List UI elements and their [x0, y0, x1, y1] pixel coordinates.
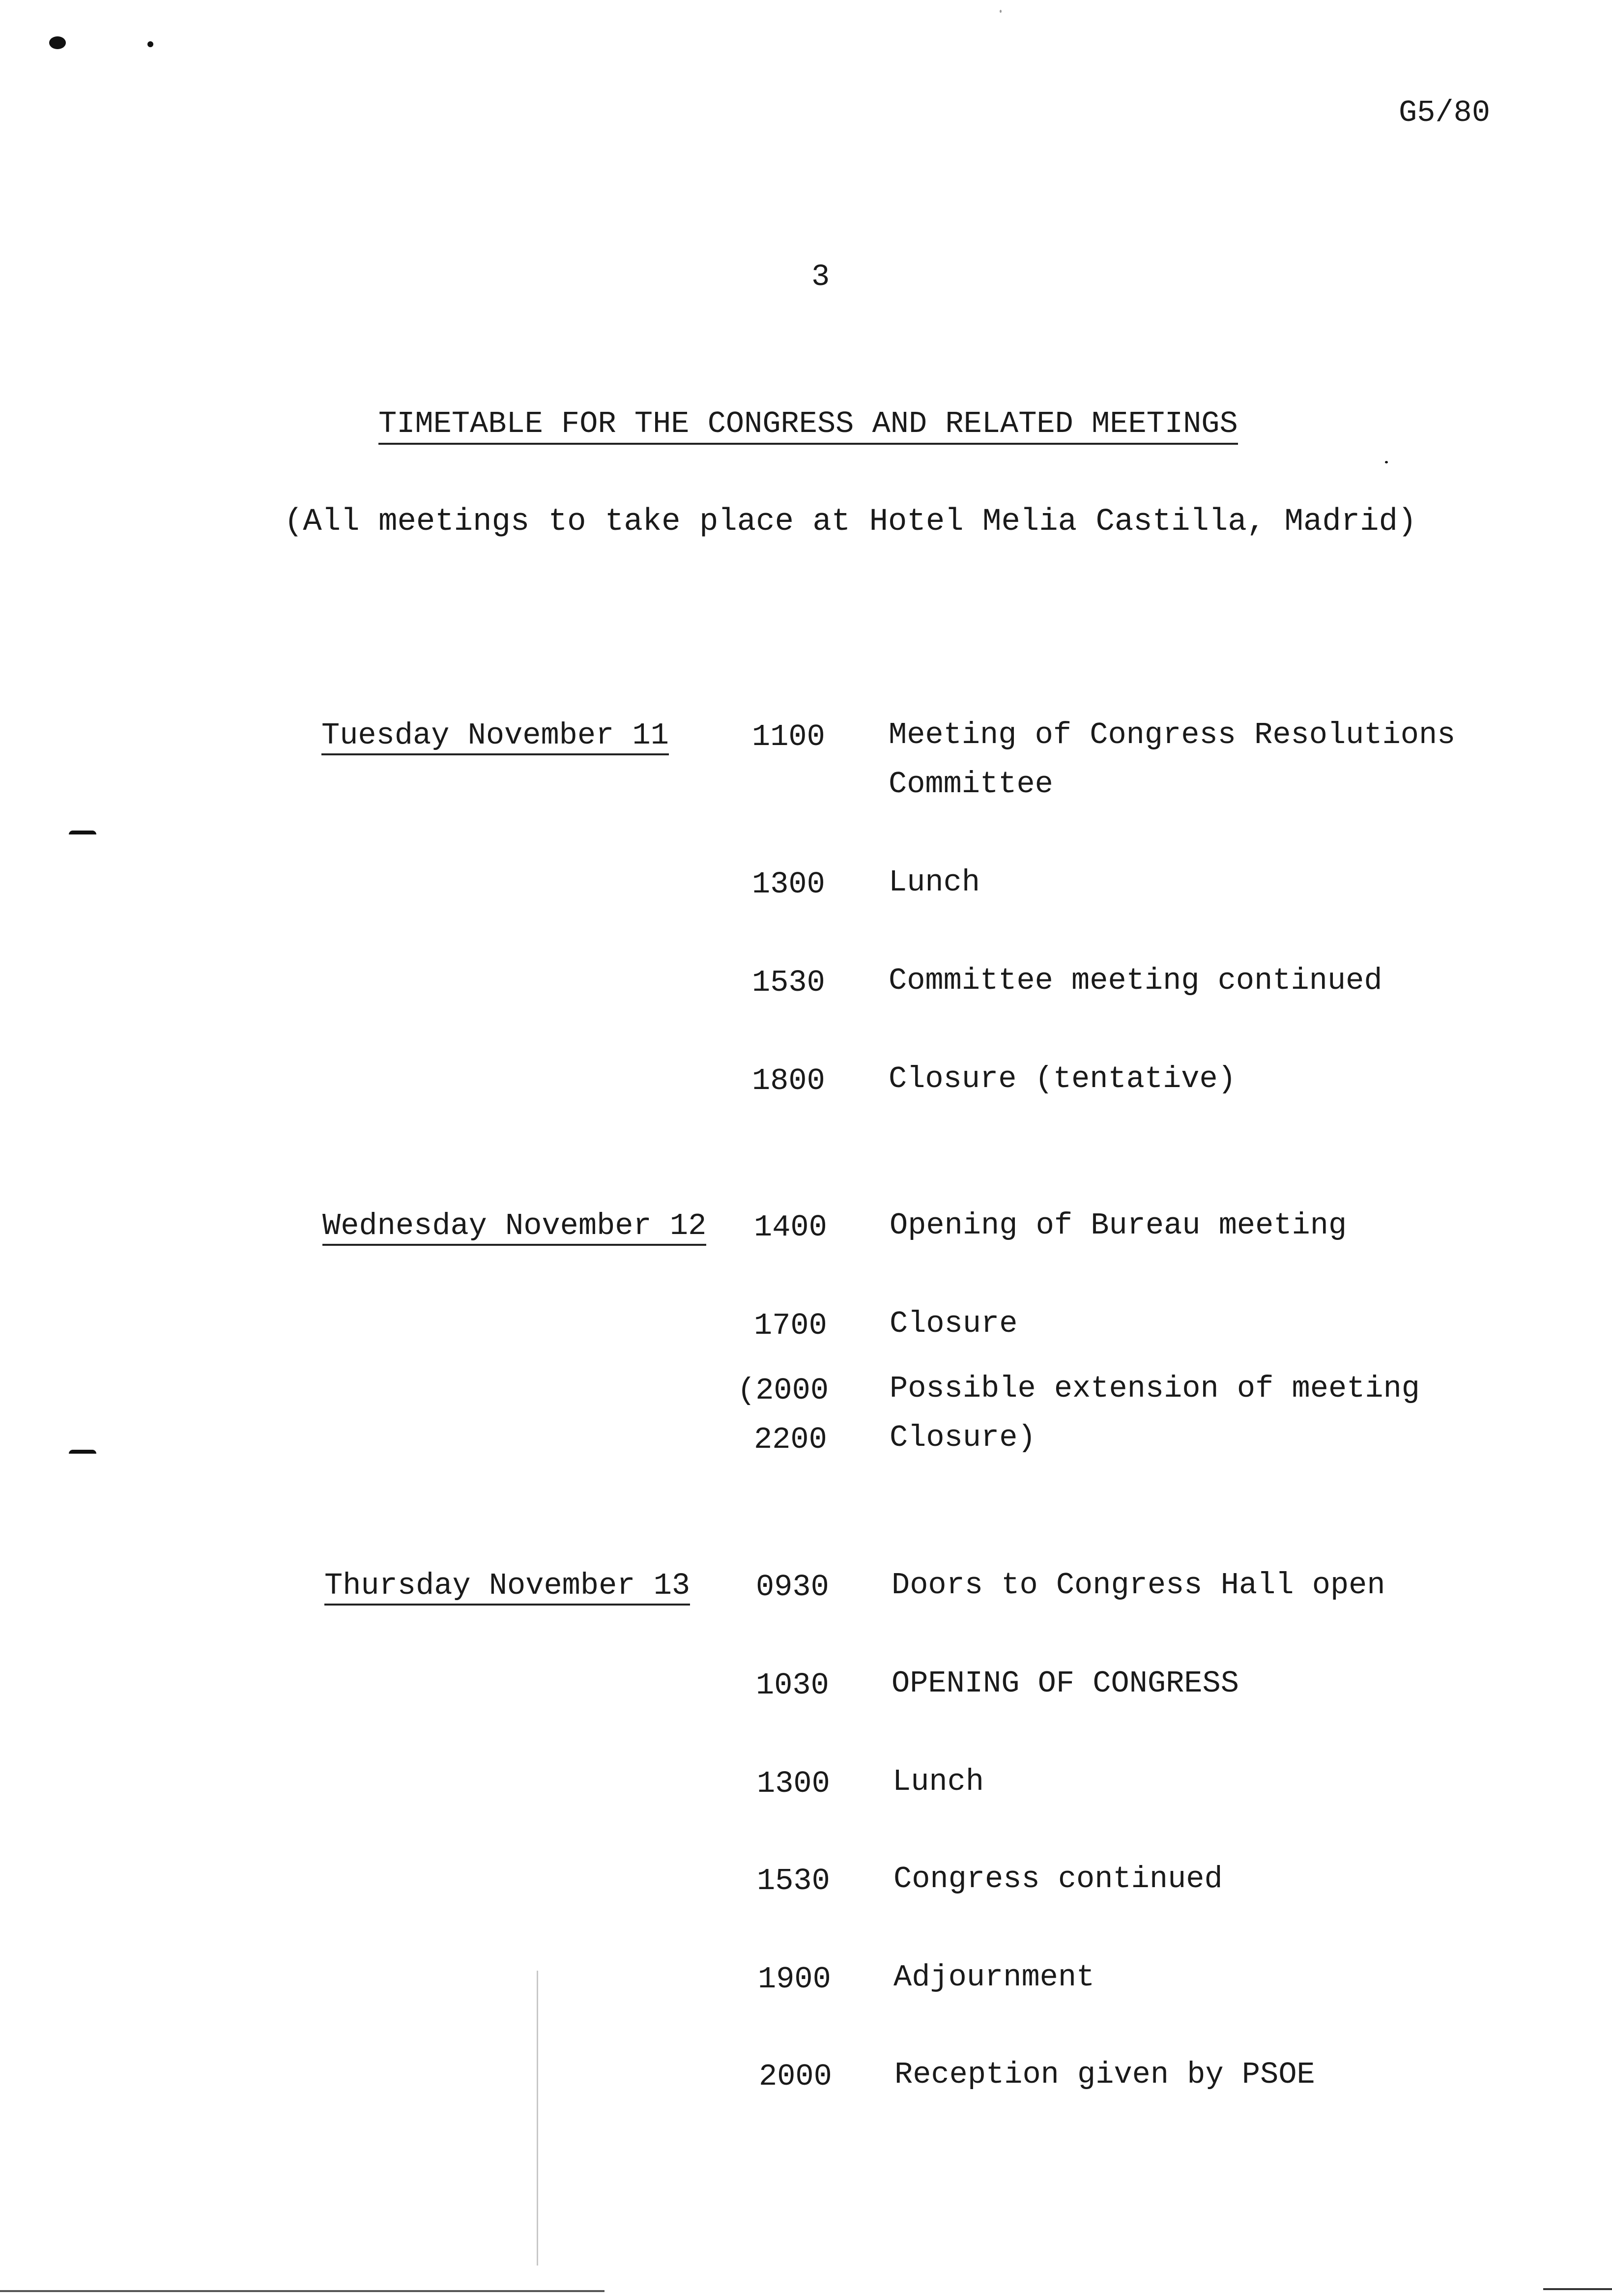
- day-heading: Tuesday November 11: [321, 719, 669, 755]
- entry-time: 1300: [757, 1766, 830, 1801]
- entry-time: 1300: [752, 867, 825, 902]
- scan-mark: [69, 831, 96, 834]
- document-reference: G5/80: [1399, 95, 1491, 130]
- entry-description: Reception given by PSOE: [894, 2057, 1315, 2092]
- entry-description: OPENING OF CONGRESS: [892, 1666, 1239, 1701]
- entry-time: 1030: [756, 1668, 829, 1703]
- entry-time: 1700: [754, 1308, 827, 1343]
- entry-description: Lunch: [892, 1764, 984, 1799]
- entry-description: Adjournment: [893, 1960, 1095, 1995]
- entry-description: Closure: [890, 1306, 1018, 1341]
- entry-time: (2000: [737, 1373, 829, 1408]
- page-number: 3: [811, 259, 830, 294]
- entry-time: 1530: [757, 1864, 830, 1898]
- day-heading: Thursday November 13: [324, 1570, 690, 1606]
- entry-description: [889, 711, 1455, 809]
- entry-description-line: Committee: [889, 767, 1053, 802]
- entry-time: 1900: [758, 1962, 831, 1997]
- scan-mark: [69, 1450, 96, 1454]
- entry-time: 0930: [756, 1570, 829, 1605]
- entry-time: 2200: [754, 1422, 827, 1457]
- entry-description: Doors to Congress Hall open: [892, 1568, 1385, 1603]
- page-subtitle: (All meetings to take place at Hotel Melia Castilla, Madrid): [284, 504, 1417, 540]
- entry-time: 1530: [752, 965, 825, 1000]
- day-heading: Wednesday November 12: [322, 1210, 706, 1246]
- page-title: TIMETABLE FOR THE CONGRESS AND RELATED MEETINGS: [378, 408, 1238, 445]
- entry-description: Closure (tentative): [889, 1062, 1236, 1096]
- entry-description: Committee meeting continued: [889, 963, 1382, 998]
- entry-time: 2000: [759, 2059, 832, 2094]
- entry-description: Closure): [890, 1420, 1036, 1455]
- entry-description-line: Meeting of Congress Resolutions: [889, 718, 1456, 752]
- entry-time: 1800: [752, 1063, 825, 1098]
- scan-line: [537, 1971, 538, 2266]
- scan-mark: [1000, 10, 1002, 13]
- scan-mark: [49, 36, 66, 49]
- scan-mark: [147, 41, 153, 47]
- scan-line: [0, 2290, 604, 2292]
- entry-description: Possible extension of meeting: [890, 1371, 1420, 1406]
- entry-description: Opening of Bureau meeting: [890, 1208, 1347, 1243]
- scan-mark: [1385, 461, 1388, 463]
- entry-description: Lunch: [889, 865, 980, 900]
- entry-time: 1100: [752, 719, 825, 754]
- entry-description: Congress continued: [893, 1862, 1223, 1896]
- scan-line: [1543, 2288, 1612, 2290]
- entry-time: 1400: [754, 1210, 827, 1245]
